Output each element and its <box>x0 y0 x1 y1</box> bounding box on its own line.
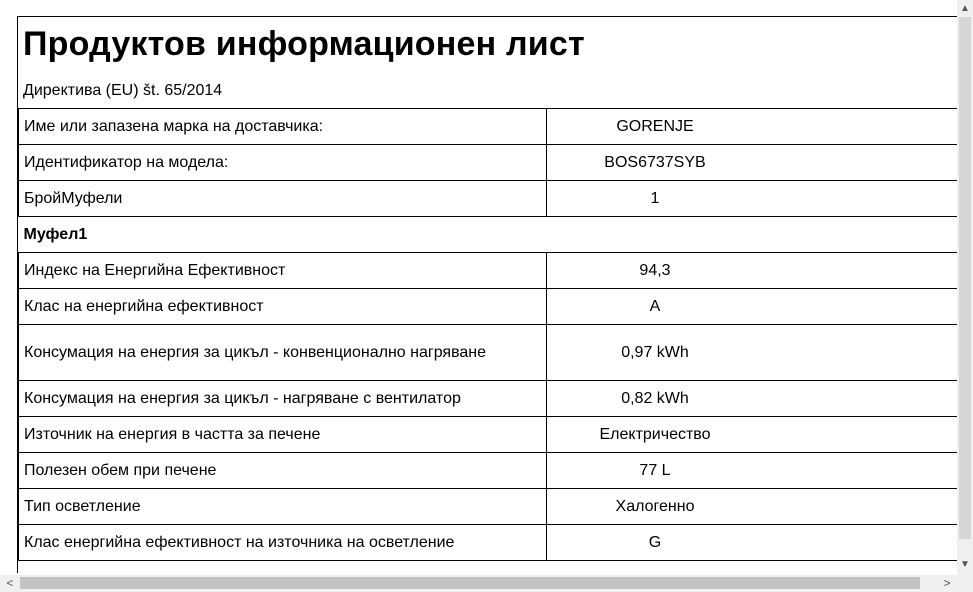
table-row <box>19 253 973 289</box>
horizontal-scrollbar[interactable] <box>0 575 957 592</box>
row-label: Идентификатор на модела: <box>19 145 547 181</box>
row-label: БройМуфели <box>19 181 547 217</box>
row-label: Клас на енергийна ефективност <box>19 289 547 325</box>
scroll-down-icon[interactable]: ▼ <box>960 559 970 570</box>
row-value: BOS6737SYB <box>547 145 973 181</box>
table-row <box>19 381 973 417</box>
vertical-scroll-thumb[interactable] <box>959 17 971 539</box>
table-row <box>19 145 973 181</box>
table-row <box>19 525 973 561</box>
row-label: Консумация на енергия за цикъл - конвенционално нагряване <box>19 325 547 381</box>
vertical-scrollbar[interactable] <box>957 0 973 576</box>
row-value: 1 <box>547 181 973 217</box>
row-value: 94,3 <box>547 253 973 289</box>
table-row <box>19 325 973 381</box>
section-title: Муфел1 <box>19 217 973 253</box>
row-value: Електричество <box>547 417 973 453</box>
row-label: Име или запазена марка на доставчика: <box>19 109 547 145</box>
table-row <box>19 181 973 217</box>
table-row <box>19 109 973 145</box>
table-row <box>19 453 973 489</box>
directive-text: Директива (EU) št. 65/2014 <box>23 82 223 99</box>
table-row <box>19 289 973 325</box>
row-label: Източник на енергия в частта за печене <box>19 417 547 453</box>
row-value: G <box>547 525 973 561</box>
product-table <box>18 108 973 561</box>
row-label: Полезен обем при печене <box>19 453 547 489</box>
row-value: A <box>547 289 973 325</box>
row-label: Клас енергийна ефективност на източника на осветление <box>19 525 547 561</box>
scroll-right-icon[interactable]: > <box>943 576 951 590</box>
row-value: 0,82 kWh <box>547 381 973 417</box>
row-label: Индекс на Енергийна Ефективност <box>19 253 547 289</box>
row-value: 77 L <box>547 453 973 489</box>
table-row <box>19 417 973 453</box>
page-title: Продуктов информационен лист <box>23 25 585 63</box>
row-value: GORENJE <box>547 109 973 145</box>
scroll-up-icon[interactable]: ▲ <box>960 3 970 14</box>
horizontal-scroll-thumb[interactable] <box>20 577 920 589</box>
scrollbar-corner <box>957 575 973 592</box>
row-label: Тип осветление <box>19 489 547 525</box>
row-label: Консумация на енергия за цикъл - нагряване с вентилатор <box>19 381 547 417</box>
product-info-sheet <box>17 16 973 573</box>
row-value: Халогенно <box>547 489 973 525</box>
row-value: 0,97 kWh <box>547 325 973 381</box>
section-header-row <box>19 217 973 253</box>
scroll-left-icon[interactable]: < <box>6 576 14 590</box>
table-row <box>19 489 973 525</box>
